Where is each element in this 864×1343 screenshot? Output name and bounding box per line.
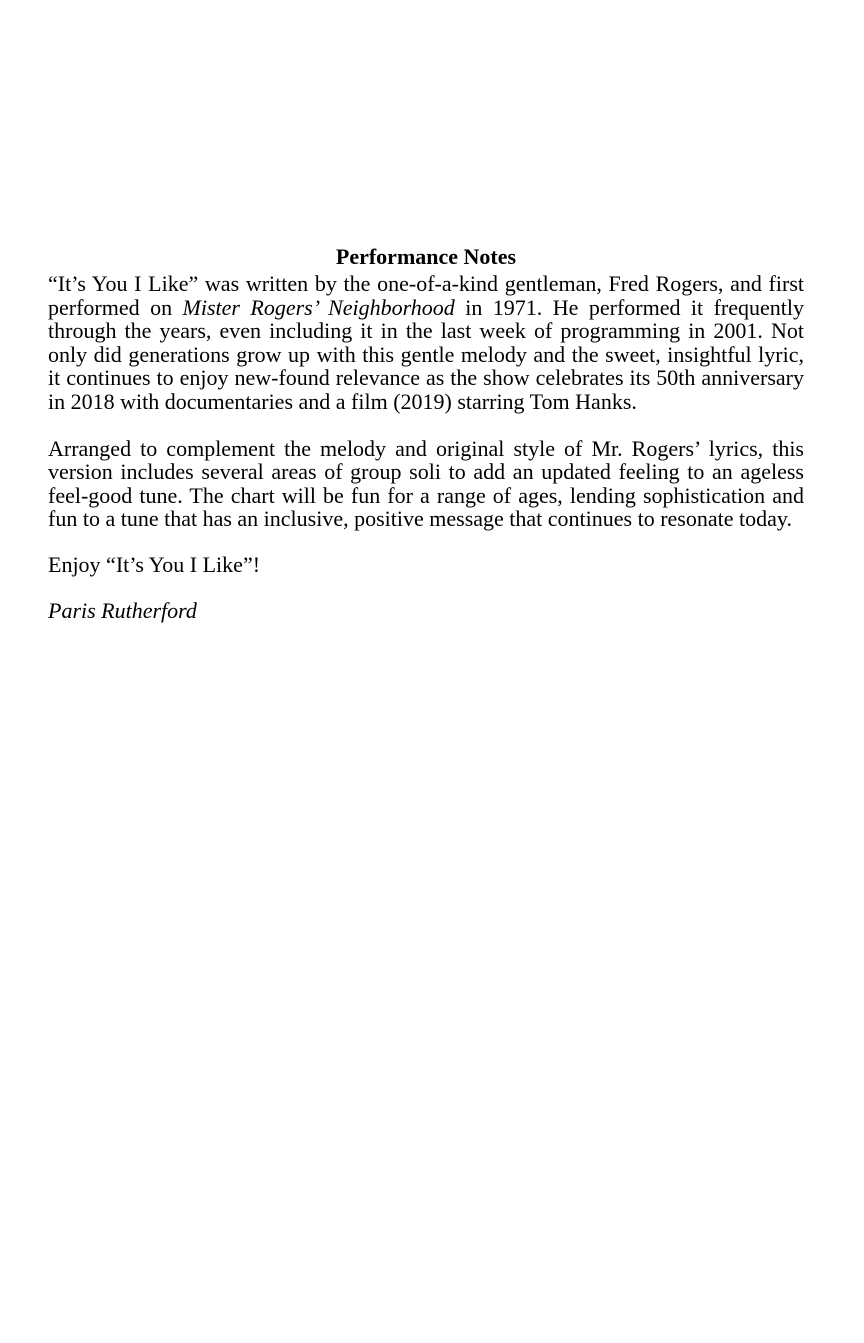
show-title: Mister Rogers’ Neighborhood	[182, 294, 455, 320]
closing-line: Enjoy “It’s You I Like”!	[48, 551, 261, 577]
intro-text-part2: in 1971. He performed it frequently through the years, even including it in the last week of programming in 2001. Not only did generations grow up with this gentle melody and the sweet, insightful lyric, it continues to enjoy new-found relevance as the show celebrates its 50th anniversary in 2018 with documentaries and a film (2019) starring Tom Hanks.	[48, 294, 805, 414]
arrangement-paragraph: Arranged to complement the melody and original style of Mr. Rogers’ lyrics, this version includes several areas of group soli to add an updated feeling to an ageless feel-good tune. The chart will be fun for a range of ages, lending sophistication and fun to a tune that has an inclusive, positive message that continues to resonate today.	[48, 435, 804, 532]
signature: Paris Rutherford	[48, 597, 197, 623]
intro-text-part1: “It’s You I Like” was written by the one-of-a-kind gentleman, Fred Rogers, and first performed on	[48, 271, 804, 320]
page-title: Performance Notes	[335, 244, 517, 269]
intro-paragraph	[48, 272, 804, 414]
performance-notes-section	[48, 242, 804, 622]
